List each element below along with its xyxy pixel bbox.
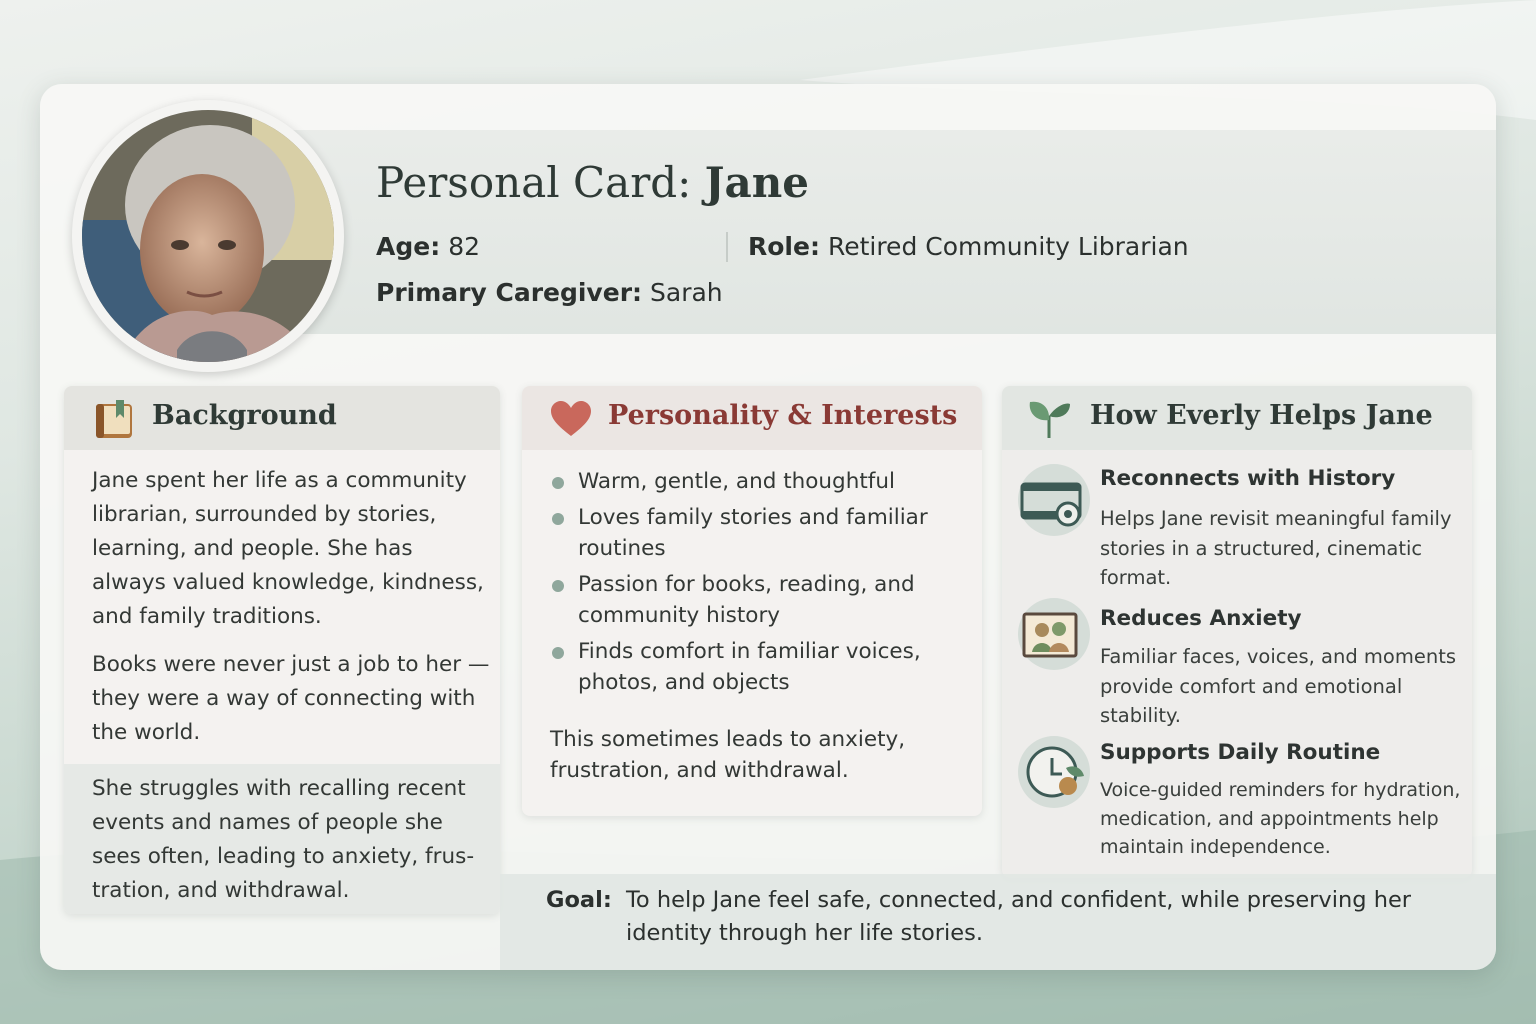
list-item: Loves family stories and familiar routines xyxy=(552,502,952,564)
meta-divider xyxy=(726,232,728,262)
role-field xyxy=(748,232,1189,261)
help-item-title: Supports Daily Routine xyxy=(1100,740,1381,765)
role-label: Role: xyxy=(748,232,820,261)
background-para-1: Jane spent her life as a community librarian, surrounded by stories, learning, and people. She has always valued knowledge, kindness, and family traditions. xyxy=(92,468,484,629)
caregiver-field xyxy=(376,278,723,307)
goal-label: Goal: xyxy=(546,887,612,913)
help-item-desc: Helps Jane revisit meaningful family stories in a structured, cinematic format. xyxy=(1100,507,1452,589)
helps-panel xyxy=(1002,386,1472,878)
background-para-3: She struggles with recalling recent events and names of people she sees often, leading to anxiety, frustration, and withdrawal. xyxy=(92,776,475,903)
age-value: 82 xyxy=(448,232,481,261)
title-prefix: Personal Card: xyxy=(376,158,692,207)
heart-icon xyxy=(550,400,592,438)
personality-title: Personality & Interests xyxy=(608,400,958,431)
list-item: Warm, gentle, and thoughtful xyxy=(552,466,952,497)
personal-card xyxy=(40,84,1496,970)
helps-title: How Everly Helps Jane xyxy=(1090,400,1433,431)
personality-panel xyxy=(522,386,982,816)
age-label: Age: xyxy=(376,232,441,261)
list-item: Finds comfort in familiar voices, photos, and objects xyxy=(552,636,952,698)
personality-list xyxy=(552,466,952,703)
goal-text: To help Jane feel safe, connected, and confident, while preserving her identity through her life stories. xyxy=(626,887,1412,946)
portrait-image xyxy=(82,110,334,362)
help-item-desc: Familiar faces, voices, and moments provide comfort and emotional stability. xyxy=(1100,645,1457,727)
avatar xyxy=(72,100,344,372)
personality-note: This sometimes leads to anxiety, frustration, and withdrawal. xyxy=(550,727,906,783)
background-title: Background xyxy=(152,400,337,431)
help-item-title: Reconnects with History xyxy=(1100,466,1396,491)
list-item: Passion for books, reading, and community history xyxy=(552,569,952,631)
title-name: Jane xyxy=(704,158,810,207)
page-title xyxy=(376,158,809,207)
role-value: Retired Community Librarian xyxy=(827,232,1189,261)
background-para-2: Books were never just a job to her — they were a way of connecting with the world. xyxy=(92,652,490,745)
caregiver-value: Sarah xyxy=(650,278,723,307)
sprout-icon xyxy=(1026,398,1072,440)
age-field xyxy=(376,232,480,261)
clock-icon xyxy=(1018,736,1090,808)
background-panel xyxy=(64,386,500,914)
photo-frame-icon xyxy=(1018,598,1090,670)
book-icon xyxy=(94,400,134,440)
help-item-desc: Voice-guided reminders for hydration, medication, and appointments help maintain independence. xyxy=(1100,779,1461,858)
help-item-title: Reduces Anxiety xyxy=(1100,606,1302,631)
caregiver-label: Primary Caregiver: xyxy=(376,278,643,307)
film-icon xyxy=(1018,464,1090,536)
